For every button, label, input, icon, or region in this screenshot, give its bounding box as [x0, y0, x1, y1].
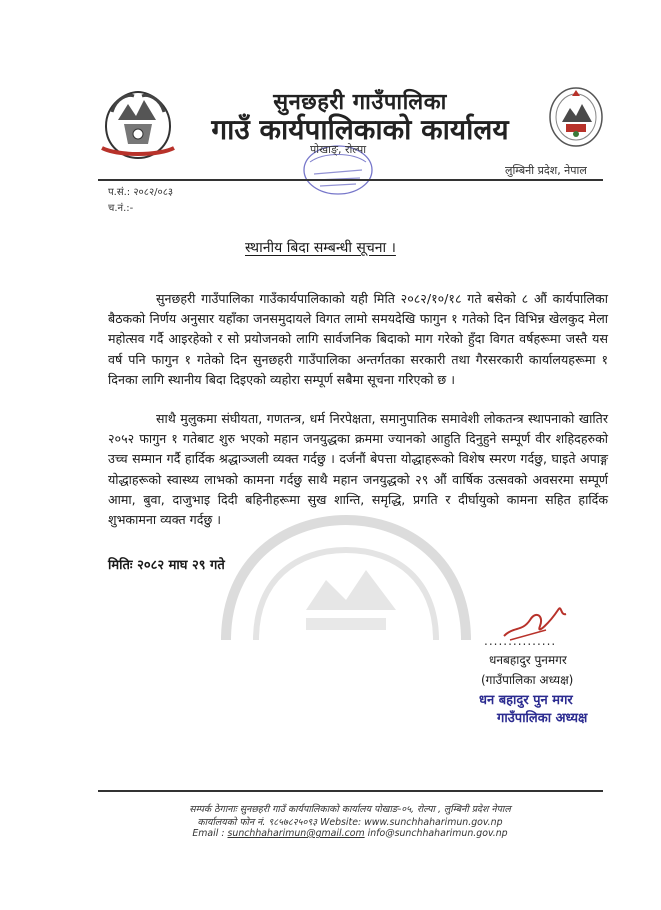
- header-divider: [98, 179, 603, 181]
- stamp-role: गाउँपालिका अध्यक्ष: [497, 711, 588, 726]
- footer-phone: कार्यालयको फोन नं. ९८५७८२५०९३: [197, 817, 318, 828]
- footer-website-label: Website:: [320, 817, 362, 828]
- footer-divider: [98, 790, 603, 792]
- notice-date: मितिः २०८२ माघ २९ गते: [108, 558, 225, 573]
- stamp-name: धन बहादुर पुन मगर: [479, 693, 573, 708]
- footer-email-2[interactable]: info@sunchhaharimun.gov.np: [367, 828, 508, 839]
- footer-email-1[interactable]: sunchhaharimun@gmail.com: [227, 828, 365, 839]
- dispatch-number: च.नं.:-: [108, 203, 134, 214]
- office-location: पोखाङ्, रोल्पा: [310, 143, 367, 156]
- notice-subject: स्थानीय बिदा सम्बन्धी सूचना ।: [245, 240, 396, 256]
- province-address: लुम्बिनी प्रदेश, नेपाल: [505, 164, 587, 177]
- municipality-name: सुनछहरी गाउँपालिका: [273, 90, 447, 115]
- signatory-name: धनबहादुर पुनमगर: [489, 653, 567, 667]
- letter-number: प.सं.: २०८२/०८३: [108, 187, 174, 198]
- footer-address: सम्पर्क ठेगानाः सुनछहरी गाउँ कार्यपालिकाको कार्यालय पोखाङ-०५, रोल्पा , लुम्बिनी प्रदेश नेपाल: [189, 804, 511, 815]
- notice-paragraph-2: साथै मुलुकमा संघीयता, गणतन्त्र, धर्म निरपेक्षता, समानुपातिक समावेशी लोकतन्त्र स्थापनाको खातिर २०५२ फागुन १ गतेबाट शुरु भएको महान जनयुद्धका क्रममा ज्यानको आहुति दिनुहुने सम्पूर्ण वीर शहिदहरुको उच्च सम्मान गर्दै हार्दिक श्रद्धाञ्जली व्यक्त गर्दछु । दर्जनौं बेपत्ता योद्धाहरूको विशेष स्मरण गर्दछु, घाइते अपाङ्ग योद्धाहरूको स्वास्थ्य लाभको कामना गर्दछु साथै महान जनयुद्धको २९ औं वार्षिक उत्सवको अवसरमा सम्पूर्ण आमा, बुवा, दाजुभाइ दिदी बहिनीहरूमा सुख शान्ति, समृद्धि, प्रगति र दीर्घायुको कामना सहित हार्दिक शुभकामना व्यक्त गर्दछु ।: [108, 411, 608, 528]
- office-name: गाउँ कार्यपालिकाको कार्यालय: [211, 113, 509, 146]
- notice-paragraph-1: सुनछहरी गाउँपालिका गाउँकार्यपालिकाको यही मिति २०८२/१०/१८ गते बसेको ८ औं कार्यपालिका बैठकको निर्णय अनुसार यहाँका जनसमुदायले विगत लामो समयदेखि फागुन १ गतेको दिन विभिन्न खेलकुद मेला महोत्सव गर्दै आइरहेको र सो प्रयोजनको लागि सार्वजनिक बिदाको माग गरेको हुँदा विगत वर्षहरूमा जस्तै यस वर्ष पनि फागुन १ गतेको दिन सुनछहरी गाउँपालिका अन्तर्गतका सरकारी तथा गैरसरकारी कार्यालयहरूमा १ दिनका लागि स्थानीय बिदा दिइएको व्यहोरा सम्पूर्ण सबैमा सूचना गरिएको छ ।: [108, 291, 608, 387]
- footer-email: [120, 828, 580, 839]
- footer-website[interactable]: www.sunchhaharimun.gov.np: [364, 817, 503, 828]
- signature-dots: ...............: [484, 634, 557, 648]
- footer-email-label: Email :: [192, 828, 225, 839]
- signatory-role: (गाउँपालिका अध्यक्ष): [481, 673, 574, 687]
- footer-contact: [120, 815, 580, 828]
